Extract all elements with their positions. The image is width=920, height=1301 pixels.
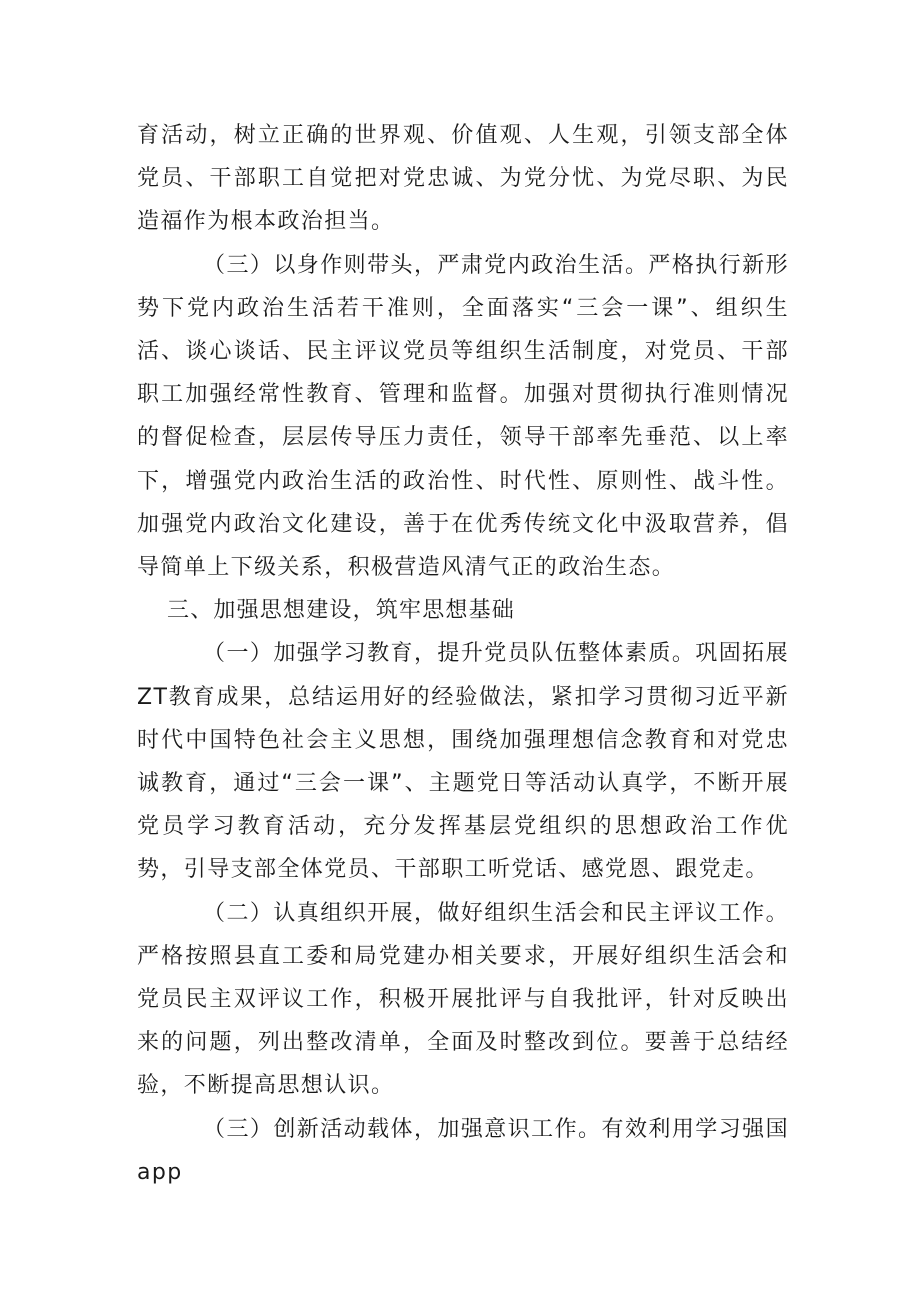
section-heading-ideological-building: 三、加强思想建设，筑牢思想基础: [167, 598, 516, 624]
paragraph-innovate-activity-carriers: （三）创新活动载体，加强意识工作。有效利用学习强国app: [137, 1116, 789, 1185]
paragraph-organizational-life-meeting: （二）认真组织开展，做好组织生活会和民主评议工作。严格按照县直工委和局党建办相关要求，开展好组织生活会和党员民主双评议工作，积极开展批评与自我批评，针对反映出来的问题，列出整改清单，全面及时整改到位。要善于总结经验，不断提高思想认识。: [137, 900, 789, 1099]
paragraph-study-education: （一）加强学习教育，提升党员队伍整体素质。巩固拓展ZT教育成果，总结运用好的经验做法，紧扣学习贯彻习近平新时代中国特色社会主义思想，围绕加强理想信念教育和对党忠诚教育，通过“三会一课”、主题党日等活动认真学，不断开展党员学习教育活动，充分发挥基层党组织的思想政治工作优势，引导支部全体党员、干部职工听党话、感党恩、跟党走。: [137, 641, 789, 883]
document-body: [137, 114, 789, 1194]
paragraph-strict-political-life: （三）以身作则带头，严肃党内政治生活。严格执行新形势下党内政治生活若干准则，全面落实“三会一课”、组织生活、谈心谈话、民主评议党员等组织生活制度，对党员、干部职工加强经常性教育、管理和监督。加强对贯彻执行准则情况的督促检查，层层传导压力责任，领导干部率先垂范、以上率下，增强党内政治生活的政治性、时代性、原则性、战斗性。加强党内政治文化建设，善于在优秀传统文化中汲取营养，倡导简单上下级关系，积极营造风清气正的政治生态。: [137, 252, 789, 581]
paragraph-continuation: 育活动，树立正确的世界观、价值观、人生观，引领支部全体党员、干部职工自觉把对党忠诚、为党分忧、为党尽职、为民造福作为根本政治担当。: [137, 123, 789, 235]
